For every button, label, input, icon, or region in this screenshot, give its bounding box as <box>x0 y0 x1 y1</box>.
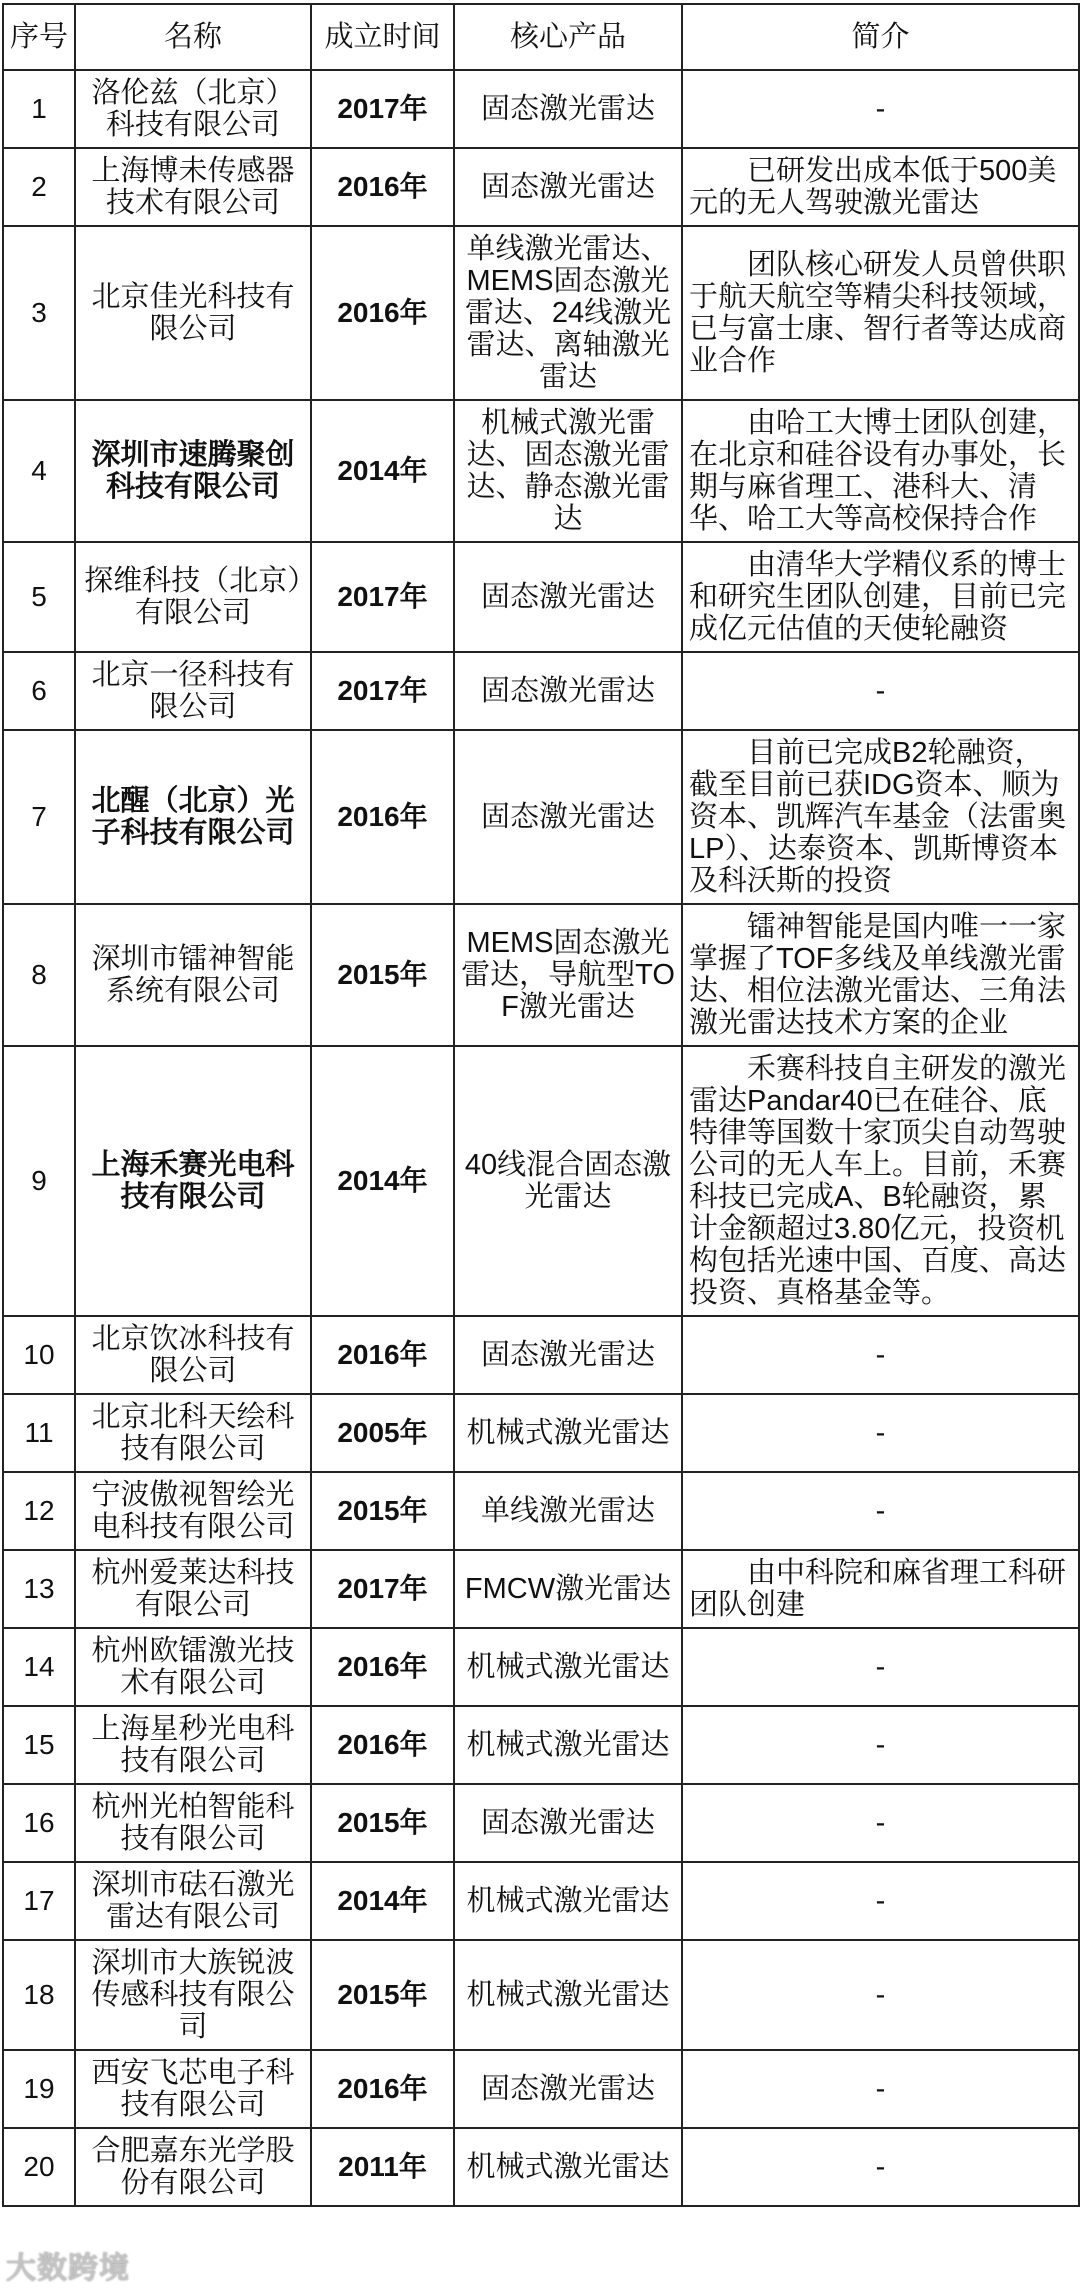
company-intro: - <box>682 1472 1079 1550</box>
company-name: 杭州光柏智能科技有限公司 <box>75 1784 311 1862</box>
row-number: 20 <box>3 2128 75 2206</box>
core-product: 机械式激光雷达 <box>454 1706 682 1784</box>
company-name: 北京饮冰科技有限公司 <box>75 1316 311 1394</box>
company-name: 宁波傲视智绘光电科技有限公司 <box>75 1472 311 1550</box>
company-name: 深圳市大族锐波传感科技有限公司 <box>75 1940 311 2050</box>
table-row <box>3 1862 1079 1940</box>
company-name: 杭州爱莱达科技有限公司 <box>75 1550 311 1628</box>
row-number: 11 <box>3 1394 75 1472</box>
table-row <box>3 652 1079 730</box>
table-row <box>3 1706 1079 1784</box>
row-number: 4 <box>3 400 75 542</box>
founded-year: 2014年 <box>311 1046 454 1316</box>
core-product: 固态激光雷达 <box>454 148 682 226</box>
founded-year: 2017年 <box>311 652 454 730</box>
founded-year: 2016年 <box>311 730 454 904</box>
core-product: 机械式激光雷达、固态激光雷达、静态激光雷达 <box>454 400 682 542</box>
core-product: 机械式激光雷达 <box>454 1940 682 2050</box>
founded-year: 2016年 <box>311 148 454 226</box>
company-name: 洛伦兹（北京）科技有限公司 <box>75 70 311 148</box>
watermark-logo: 大数跨境 <box>6 2252 130 2285</box>
company-intro: 目前已完成B2轮融资，截至目前已获IDG资本、顺为资本、凯辉汽车基金（法雷奥LP）、达泰资本、凯斯博资本及科沃斯的投资 <box>682 730 1079 904</box>
founded-year: 2016年 <box>311 1628 454 1706</box>
table-row <box>3 904 1079 1046</box>
company-intro: 由哈工大博士团队创建，在北京和硅谷设有办事处，长期与麻省理工、港科大、清华、哈工大等高校保持合作 <box>682 400 1079 542</box>
company-name: 北京北科天绘科技有限公司 <box>75 1394 311 1472</box>
row-number: 6 <box>3 652 75 730</box>
company-intro: - <box>682 70 1079 148</box>
table-row <box>3 1316 1079 1394</box>
founded-year: 2014年 <box>311 1862 454 1940</box>
table-row <box>3 1472 1079 1550</box>
table-body <box>3 70 1079 2206</box>
header-no: 序号 <box>3 4 75 70</box>
core-product: 机械式激光雷达 <box>454 1628 682 1706</box>
core-product: 40线混合固态激光雷达 <box>454 1046 682 1316</box>
founded-year: 2016年 <box>311 2050 454 2128</box>
row-number: 10 <box>3 1316 75 1394</box>
company-intro: 已研发出成本低于500美元的无人驾驶激光雷达 <box>682 148 1079 226</box>
row-number: 19 <box>3 2050 75 2128</box>
founded-year: 2017年 <box>311 1550 454 1628</box>
core-product: 固态激光雷达 <box>454 730 682 904</box>
row-number: 17 <box>3 1862 75 1940</box>
company-intro: 由中科院和麻省理工科研团队创建 <box>682 1550 1079 1628</box>
core-product: 机械式激光雷达 <box>454 1394 682 1472</box>
company-name: 深圳市速腾聚创科技有限公司 <box>75 400 311 542</box>
row-number: 18 <box>3 1940 75 2050</box>
row-number: 14 <box>3 1628 75 1706</box>
founded-year: 2015年 <box>311 1784 454 1862</box>
company-intro: - <box>682 1316 1079 1394</box>
row-number: 3 <box>3 226 75 400</box>
founded-year: 2017年 <box>311 542 454 652</box>
company-intro: - <box>682 1706 1079 1784</box>
founded-year: 2005年 <box>311 1394 454 1472</box>
company-name: 深圳市砝石激光雷达有限公司 <box>75 1862 311 1940</box>
table-row <box>3 226 1079 400</box>
row-number: 5 <box>3 542 75 652</box>
company-name: 杭州欧镭激光技术有限公司 <box>75 1628 311 1706</box>
company-intro: - <box>682 652 1079 730</box>
core-product: 固态激光雷达 <box>454 542 682 652</box>
row-number: 16 <box>3 1784 75 1862</box>
founded-year: 2016年 <box>311 1316 454 1394</box>
company-name: 探维科技（北京）有限公司 <box>75 542 311 652</box>
table-row <box>3 148 1079 226</box>
company-intro: - <box>682 1862 1079 1940</box>
founded-year: 2016年 <box>311 226 454 400</box>
company-name: 深圳市镭神智能系统有限公司 <box>75 904 311 1046</box>
founded-year: 2015年 <box>311 1472 454 1550</box>
table-row <box>3 70 1079 148</box>
table-row <box>3 1550 1079 1628</box>
header-intro: 简介 <box>682 4 1079 70</box>
core-product: 固态激光雷达 <box>454 1784 682 1862</box>
core-product: 固态激光雷达 <box>454 652 682 730</box>
founded-year: 2015年 <box>311 904 454 1046</box>
row-number: 9 <box>3 1046 75 1316</box>
table-row <box>3 2128 1079 2206</box>
company-intro: 禾赛科技自主研发的激光雷达Pandar40已在硅谷、底特律等国数十家顶尖自动驾驶公司的无人车上。目前，禾赛科技已完成A、B轮融资，累计金额超过3.80亿元，投资机构包括光速中国、百度、高达投资、真格基金等。 <box>682 1046 1079 1316</box>
company-intro: 镭神智能是国内唯一一家掌握了TOF多线及单线激光雷达、相位法激光雷达、三角法激光雷达技术方案的企业 <box>682 904 1079 1046</box>
row-number: 8 <box>3 904 75 1046</box>
lidar-companies-table <box>2 3 1080 2207</box>
company-name: 合肥嘉东光学股份有限公司 <box>75 2128 311 2206</box>
company-name: 上海星秒光电科技有限公司 <box>75 1706 311 1784</box>
company-intro: - <box>682 2128 1079 2206</box>
founded-year: 2017年 <box>311 70 454 148</box>
header-row <box>3 4 1079 70</box>
founded-year: 2011年 <box>311 2128 454 2206</box>
founded-year: 2016年 <box>311 1706 454 1784</box>
header-name: 名称 <box>75 4 311 70</box>
company-name: 北醒（北京）光子科技有限公司 <box>75 730 311 904</box>
company-intro: - <box>682 1784 1079 1862</box>
row-number: 15 <box>3 1706 75 1784</box>
header-founded: 成立时间 <box>311 4 454 70</box>
table-row <box>3 400 1079 542</box>
company-intro: - <box>682 1628 1079 1706</box>
core-product: 固态激光雷达 <box>454 1316 682 1394</box>
row-number: 7 <box>3 730 75 904</box>
company-name: 北京一径科技有限公司 <box>75 652 311 730</box>
table-row <box>3 1046 1079 1316</box>
company-name: 北京佳光科技有限公司 <box>75 226 311 400</box>
company-intro: - <box>682 1394 1079 1472</box>
core-product: 机械式激光雷达 <box>454 2128 682 2206</box>
company-intro: - <box>682 2050 1079 2128</box>
table-row <box>3 542 1079 652</box>
company-name: 西安飞芯电子科技有限公司 <box>75 2050 311 2128</box>
row-number: 13 <box>3 1550 75 1628</box>
core-product: 机械式激光雷达 <box>454 1862 682 1940</box>
header-product: 核心产品 <box>454 4 682 70</box>
row-number: 2 <box>3 148 75 226</box>
table-row <box>3 1394 1079 1472</box>
core-product: 单线激光雷达、MEMS固态激光雷达、24线激光雷达、离轴激光雷达 <box>454 226 682 400</box>
table-row <box>3 730 1079 904</box>
core-product: FMCW激光雷达 <box>454 1550 682 1628</box>
table-row <box>3 2050 1079 2128</box>
table-row <box>3 1784 1079 1862</box>
row-number: 12 <box>3 1472 75 1550</box>
core-product: 固态激光雷达 <box>454 70 682 148</box>
founded-year: 2014年 <box>311 400 454 542</box>
row-number: 1 <box>3 70 75 148</box>
company-intro: - <box>682 1940 1079 2050</box>
company-intro: 团队核心研发人员曾供职于航天航空等精尖科技领域，已与富士康、智行者等达成商业合作 <box>682 226 1079 400</box>
core-product: MEMS固态激光雷达，导航型TOF激光雷达 <box>454 904 682 1046</box>
founded-year: 2015年 <box>311 1940 454 2050</box>
company-name: 上海禾赛光电科技有限公司 <box>75 1046 311 1316</box>
company-intro: 由清华大学精仪系的博士和研究生团队创建，目前已完成亿元估值的天使轮融资 <box>682 542 1079 652</box>
core-product: 单线激光雷达 <box>454 1472 682 1550</box>
core-product: 固态激光雷达 <box>454 2050 682 2128</box>
table-row <box>3 1940 1079 2050</box>
table-row <box>3 1628 1079 1706</box>
company-name: 上海博未传感器技术有限公司 <box>75 148 311 226</box>
